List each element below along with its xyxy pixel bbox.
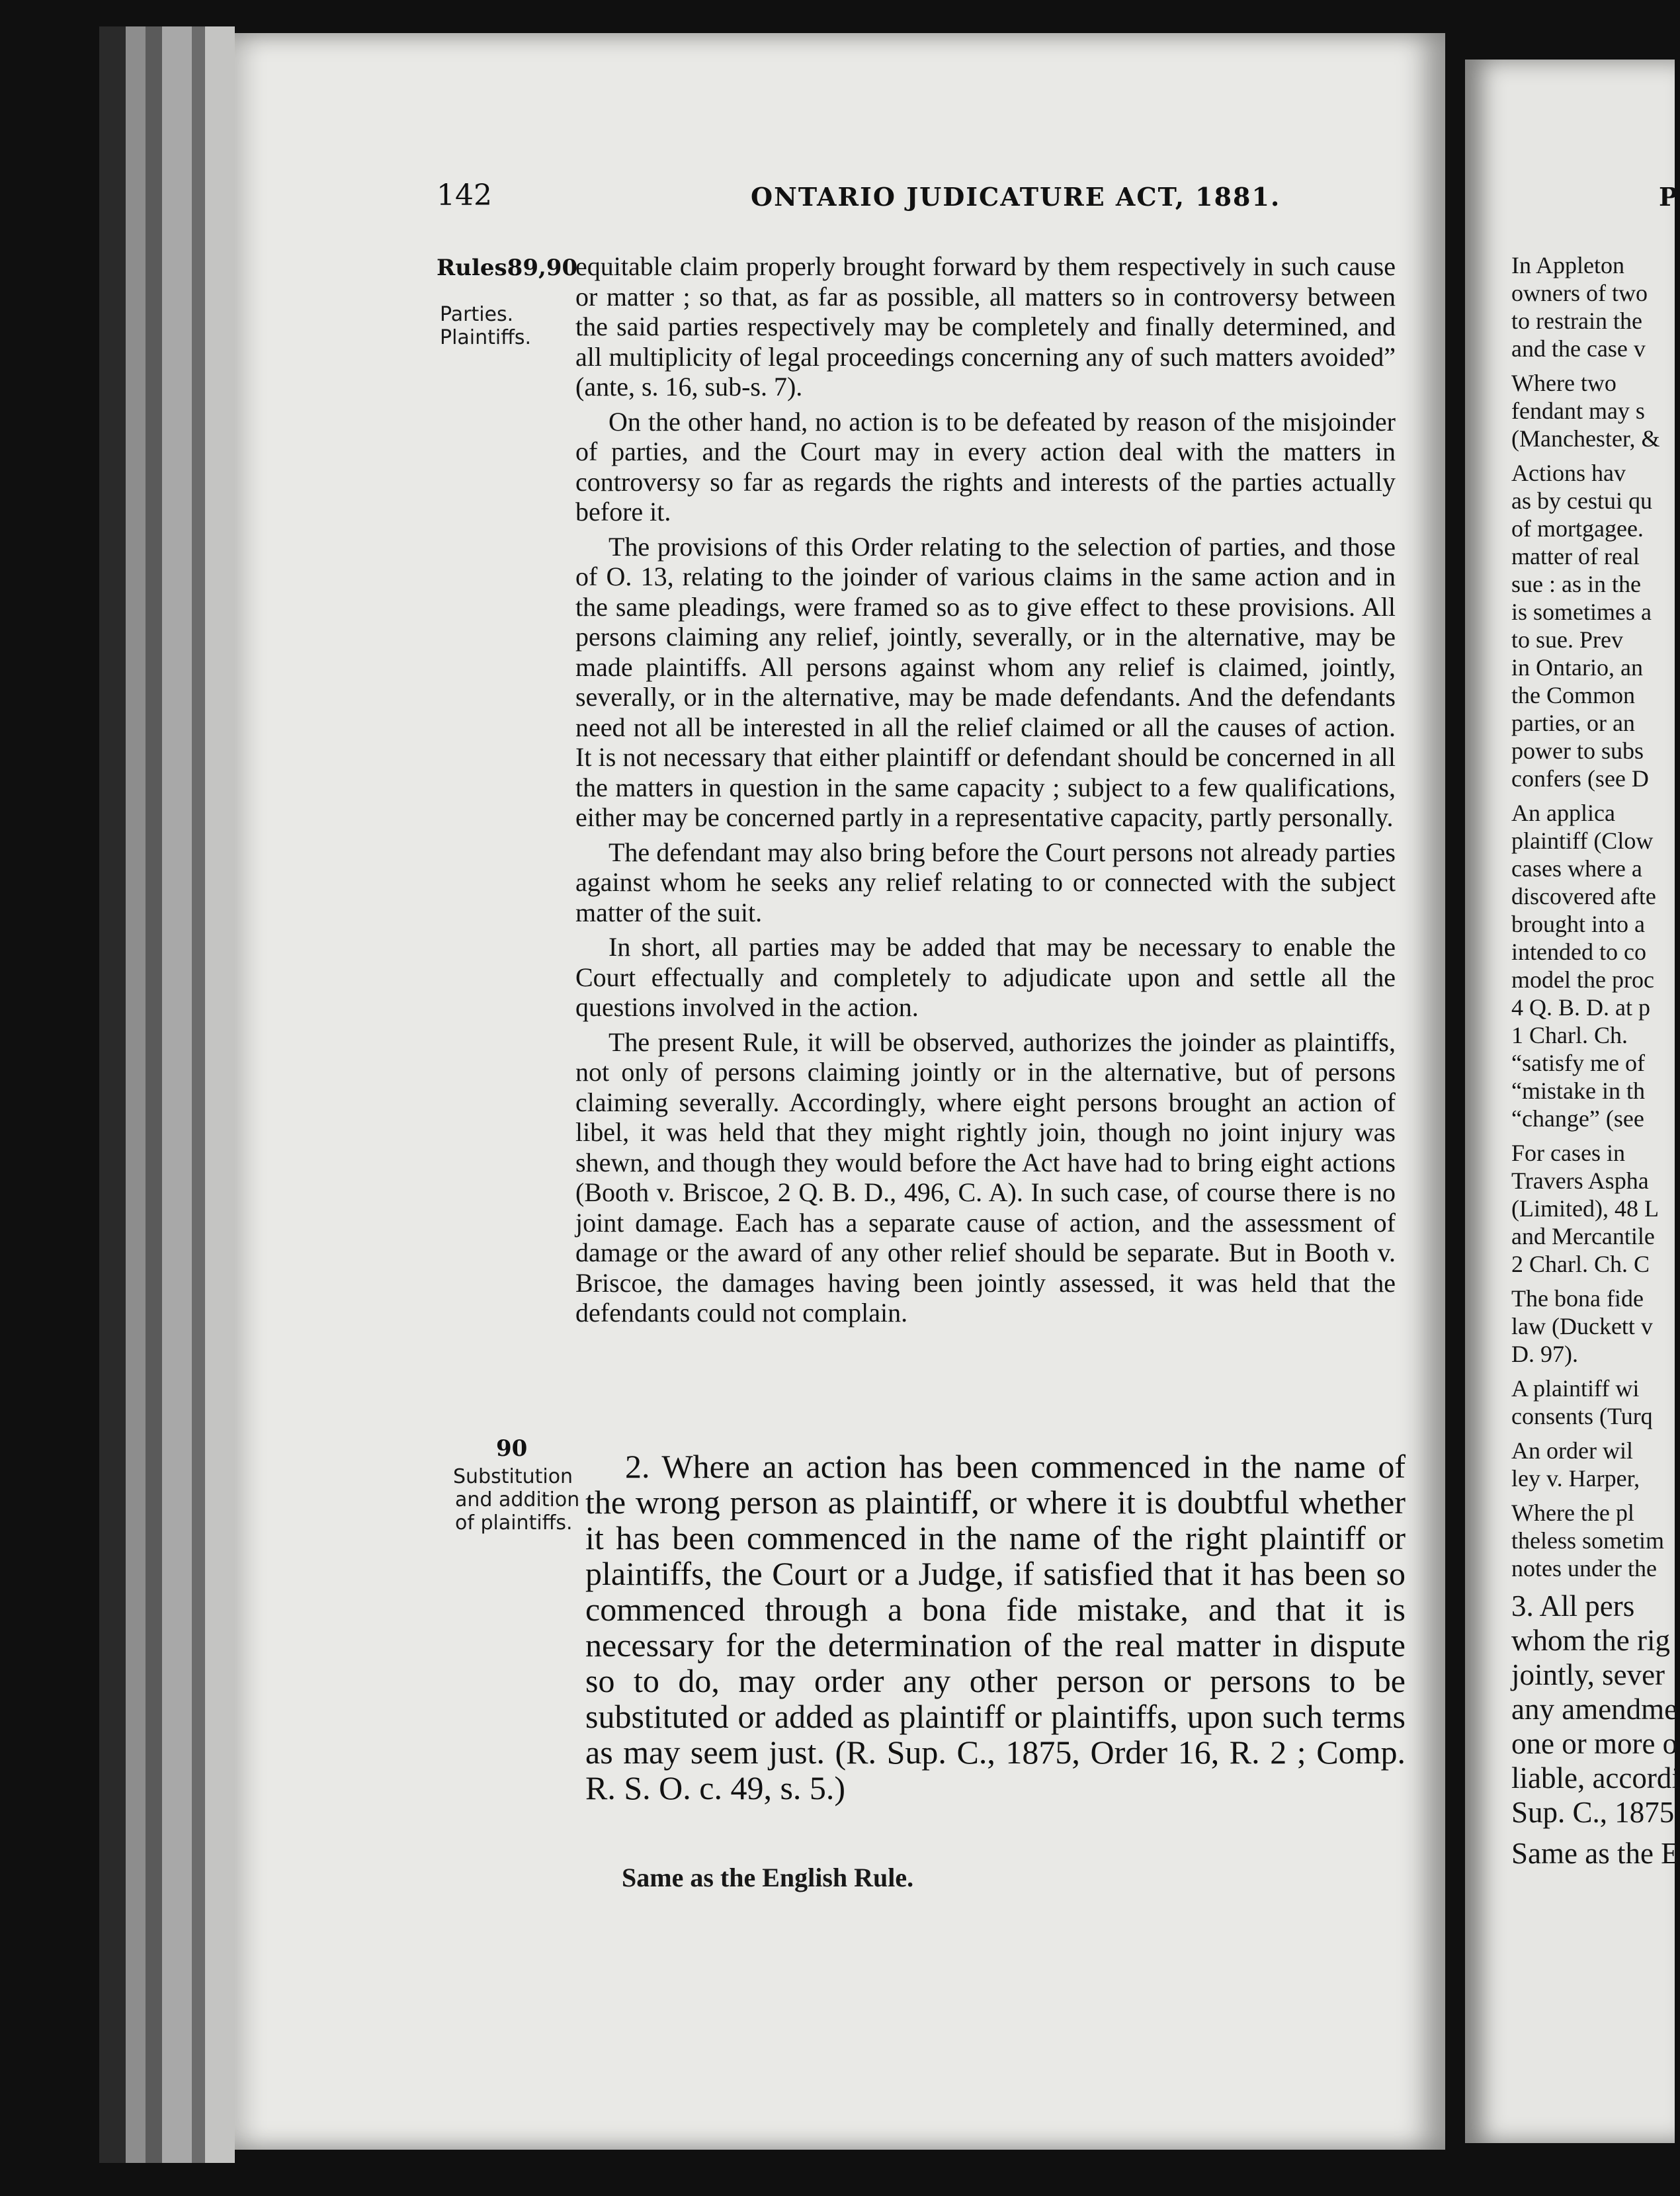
right-page-line: For cases in [1511,1140,1625,1166]
sidenote-and-addition: and addition [455,1488,580,1511]
right-page-line: 1 Charl. Ch. [1511,1022,1628,1048]
paragraph: The present Rule, it will be observed, authorizes the joinder as plaintiffs, not only of persons claiming jointly or in the alternative, but of persons claiming severally. Accordingly, where eight persons brought an action of libel, it was held that they might rightly join, though no joint injury was shewn, and though they would before the Act have had to bring eight actions (Booth v. Briscoe, 2 Q. B. D., 496, C. A). In such case, of course there is no joint damage. Each has a separate cause of action, and the assessment of damage or the award of any other relief should be separate. But in Booth v. Briscoe, the damages having been jointly assessed, it was held that the defendants could not complain. [575,1027,1396,1328]
paragraph: On the other hand, no action is to be defeated by reason of the misjoinder of parties, and the Court may in every action deal with the matters in controversy so far as regards the rights and interests of the parties actually before it. [575,406,1396,527]
page-edge-strip [146,26,162,2163]
right-page-line: A plaintiff wi [1511,1375,1640,1402]
right-page-line: (Limited), 48 L [1511,1195,1659,1222]
right-page-line: D. 97). [1511,1341,1578,1367]
right-page-line: fendant may s [1511,398,1645,424]
right-page-line: intended to co [1511,939,1646,965]
right-page-line: jointly, sever [1511,1658,1665,1691]
right-page-line: one or more o [1511,1727,1678,1760]
right-page-header: P [1659,182,1679,212]
running-title: ONTARIO JUDICATURE ACT, 1881. [751,182,1281,212]
right-page-line: owners of two [1511,280,1648,306]
page-edge-strip [99,26,126,2163]
right-page-line: is sometimes a [1511,599,1652,625]
right-page-line: model the proc [1511,966,1654,993]
right-page-line: An order wil [1511,1437,1633,1464]
right-page-line: cases where a [1511,855,1642,882]
right-page-line: An applica [1511,800,1615,826]
same-as-english-rule: Same as the English Rule. [622,1863,914,1892]
right-page-line: power to subs [1511,738,1644,764]
right-page-line: the Common [1511,682,1635,708]
sidenote-of-plaintiffs: of plaintiffs. [455,1511,573,1535]
paragraph: In short, all parties may be added that may be necessary to enable the Court effectually and completely to adjudicate upon and settle all the questions involved in the action. [575,932,1396,1022]
right-page-line: Where the pl [1511,1499,1634,1526]
sidenote-plaintiffs: Plaintiffs. [440,326,532,349]
sidenote-parties: Parties. [440,303,514,326]
right-page-line: law (Duckett v [1511,1313,1653,1339]
right-page-line: as by cestui qu [1511,487,1652,514]
right-page-line: in Ontario, an [1511,654,1643,681]
right-page-line: sue : as in the [1511,571,1641,597]
right-page-line: liable, accordi [1511,1761,1680,1795]
page-number: 142 [437,179,492,212]
right-page-line: parties, or an [1511,710,1635,736]
right-page-line: of mortgagee. [1511,515,1644,542]
rule-2-text [585,1449,1406,1806]
right-page-line: (Manchester, & [1511,425,1660,452]
right-page-line: theless sometim [1511,1527,1664,1554]
right-page-line: confers (see D [1511,765,1649,792]
right-page-line: to restrain the [1511,308,1642,334]
right-page-line: “satisfy me of [1511,1050,1645,1076]
page-edge-strip [162,26,192,2163]
right-page-line: The bona fide [1511,1285,1644,1312]
commentary-body [575,251,1396,1333]
right-page-line: brought into a [1511,911,1645,937]
right-page-line: Sup. C., 1875 [1511,1796,1675,1829]
sidenote-rules-ref: Rules89,90 [437,255,578,281]
right-page-line: In Appleton [1511,252,1624,278]
paragraph: equitable claim properly brought forward by them respectively in such cause or matter ; so that, as far as possible, all matters so in controversy between the said parties respectively may be completely and finally determined, and all multiplicity of legal proceedings concerning any of such matters avoided” (ante, s. 16, sub-s. 7). [575,251,1396,401]
right-page-line: 4 Q. B. D. at p [1511,994,1650,1021]
right-page-line: Actions hav [1511,460,1626,486]
sidenote-rule-number: 90 [496,1435,528,1462]
right-page-line: ley v. Harper, [1511,1465,1640,1492]
right-page-line: Where two [1511,370,1617,396]
paragraph: The provisions of this Order relating to the selection of parties, and those of O. 13, relating to the joinder of various claims in the same action and in the same pleadings, were framed so as to give effect to these provisions. All persons claiming any relief, jointly, severally, or in the alternative, may be made plaintiffs. All persons against whom any relief is claimed, jointly, severally, or in the alternative, may be made defendants. And the defendants need not all be interested in all the relief claimed or all the causes of action. It is not necessary that either plaintiff or defendant should be concerned in all the matters in question in the same capacity ; subject to a few qualifications, either may be concerned partly in a representative capacity, partly personally. [575,531,1396,832]
rule-paragraph: 2. Where an action has been commenced in the name of the wrong person as plaintiff, or where it is doubtful whether it has been commenced in the name of the right plaintiff or plaintiffs, the Court or a Judge, if satisfied that it has been so commenced through a bona fide mistake, and that it is necessary for the determination of the real matter in dispute so to do, may order any other person or persons to be substituted or added as plaintiff or plaintiffs, upon such terms as may seem just. (R. Sup. C., 1875, Order 16, R. 2 ; Comp. R. S. O. c. 49, s. 5.) [585,1448,1406,1806]
right-page-line: “mistake in th [1511,1077,1645,1104]
right-page-line: Travers Aspha [1511,1167,1649,1194]
right-page-line: Same as the E [1511,1837,1679,1870]
right-page-line: notes under the [1511,1555,1657,1582]
right-page-line: plaintiff (Clow [1511,827,1654,854]
right-page-line: discovered afte [1511,883,1656,909]
right-page-line: whom the rig [1511,1624,1670,1657]
page-edge-strip [126,26,146,2163]
right-page-line: to sue. Prev [1511,626,1623,653]
page-edge-strip [192,26,205,2163]
right-page-line: 3. All pers [1511,1589,1635,1623]
sidenote-substitution: Substitution [453,1465,573,1488]
paragraph: The defendant may also bring before the Court persons not already parties against whom he seeks any relief relating to or connected with the subject matter of the suit. [575,837,1396,927]
right-page-line: “change” (see [1511,1105,1644,1132]
right-page-line: matter of real [1511,543,1640,570]
right-page-line: and Mercantile [1511,1223,1655,1249]
right-page-line: any amendme [1511,1693,1678,1726]
right-page-line: and the case v [1511,335,1646,362]
right-page-line: 2 Charl. Ch. C [1511,1251,1650,1277]
page-edge-strip [205,26,235,2163]
right-page-line: consents (Turq [1511,1403,1653,1429]
